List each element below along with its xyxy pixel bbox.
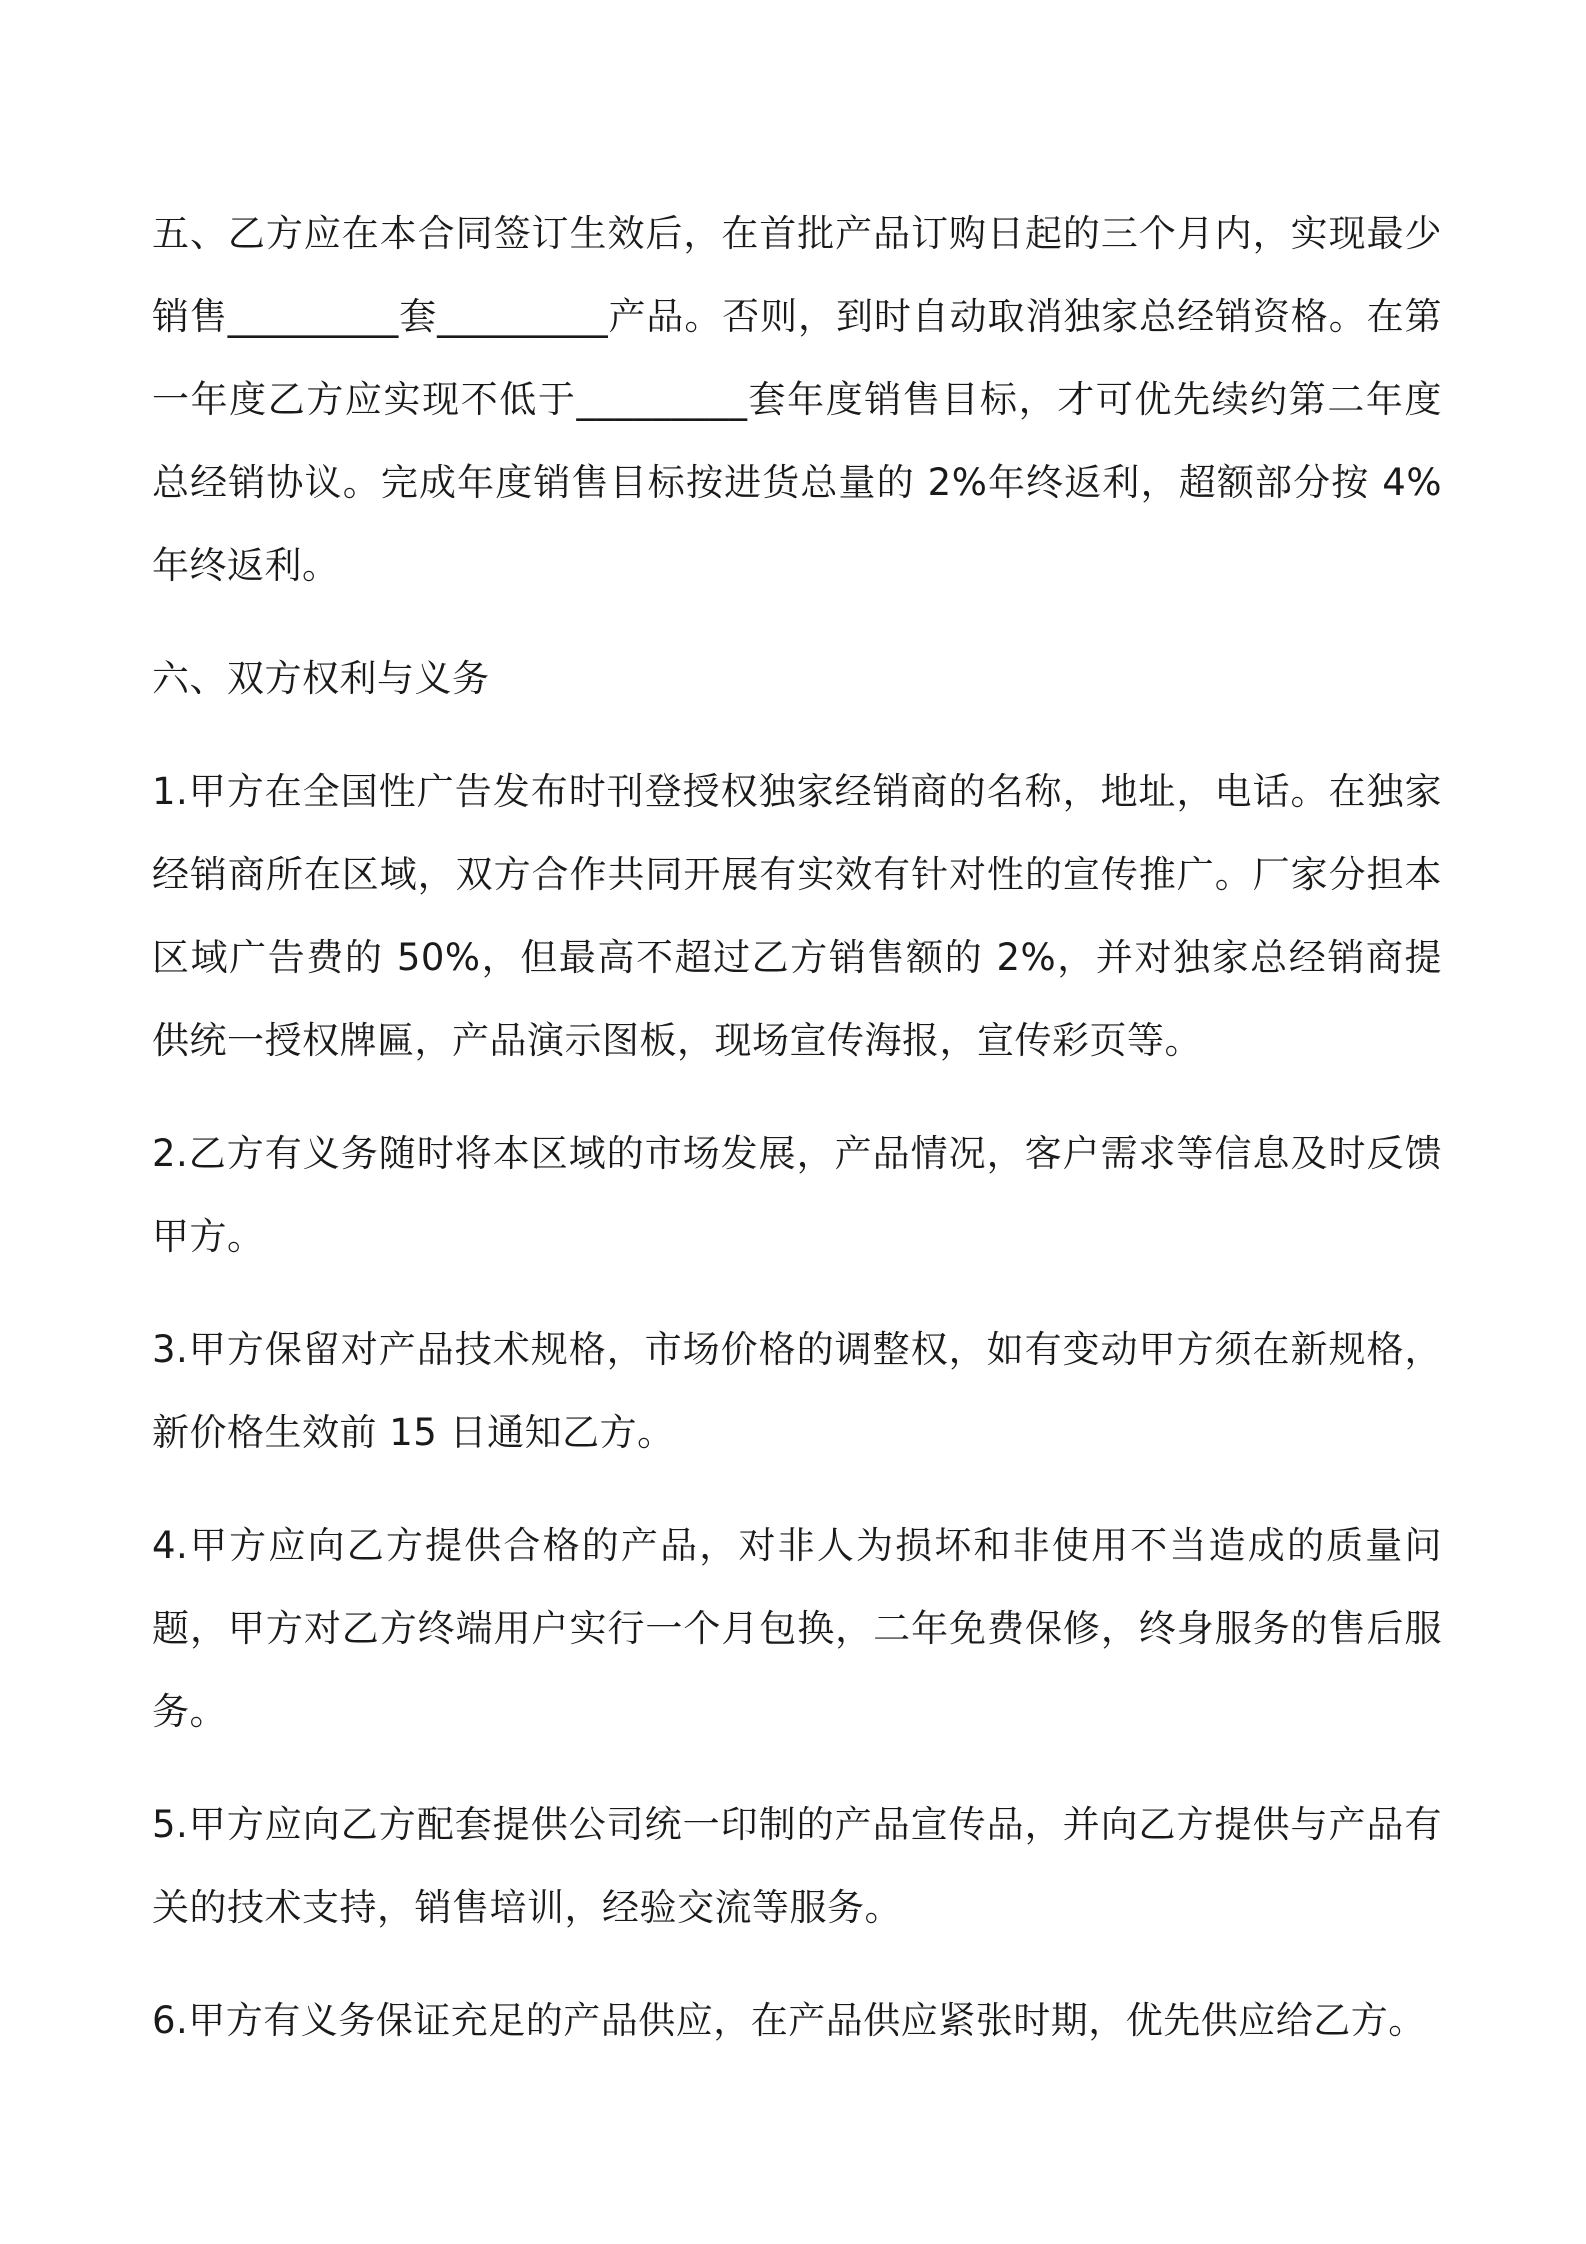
item-5-paragraph: 5.甲方应向乙方配套提供公司统一印制的产品宣传品，并向乙方提供与产品有关的技术支持，销售培训，经验交流等服务。 <box>152 1803 1442 1929</box>
item-6-paragraph: 6.甲方有义务保证充足的产品供应，在产品供应紧张时期，优先供应给乙方。 <box>152 1999 1426 2042</box>
document-body <box>152 192 1442 2062</box>
item-1-paragraph: 1.甲方在全国性广告发布时刊登授权独家经销商的名称，地址，电话。在独家经销商所在区域，双方合作共同开展有实效有针对性的宣传推广。厂家分担本区域广告费的 50%，但最高不超过乙方销售额的 2%，并对独家总经销商提供统一授权牌匾，产品演示图板，现场宣传海报，宣传彩页等。 <box>152 770 1442 1062</box>
section-6-heading: 六、双方权利与义务 <box>152 657 490 700</box>
clause-5-paragraph: 五、乙方应在本合同签订生效后，在首批产品订购日起的三个月内，实现最少销售_________套_________产品。否则，到时自动取消独家总经销资格。在第一年度乙方应实现不低于_________套年度销售目标，才可优先续约第二年度总经销协议。完成年度销售目标按进货总量的 2%年终返利，超额部分按 4%年终返利。 <box>152 212 1442 587</box>
item-4-paragraph: 4.甲方应向乙方提供合格的产品，对非人为损坏和非使用不当造成的质量问题，甲方对乙方终端用户实行一个月包换，二年免费保修，终身服务的售后服务。 <box>152 1524 1442 1733</box>
item-2-paragraph: 2.乙方有义务随时将本区域的市场发展，产品情况，客户需求等信息及时反馈甲方。 <box>152 1132 1442 1258</box>
item-3-paragraph: 3.甲方保留对产品技术规格，市场价格的调整权，如有变动甲方须在新规格，新价格生效前 15 日通知乙方。 <box>152 1328 1442 1454</box>
